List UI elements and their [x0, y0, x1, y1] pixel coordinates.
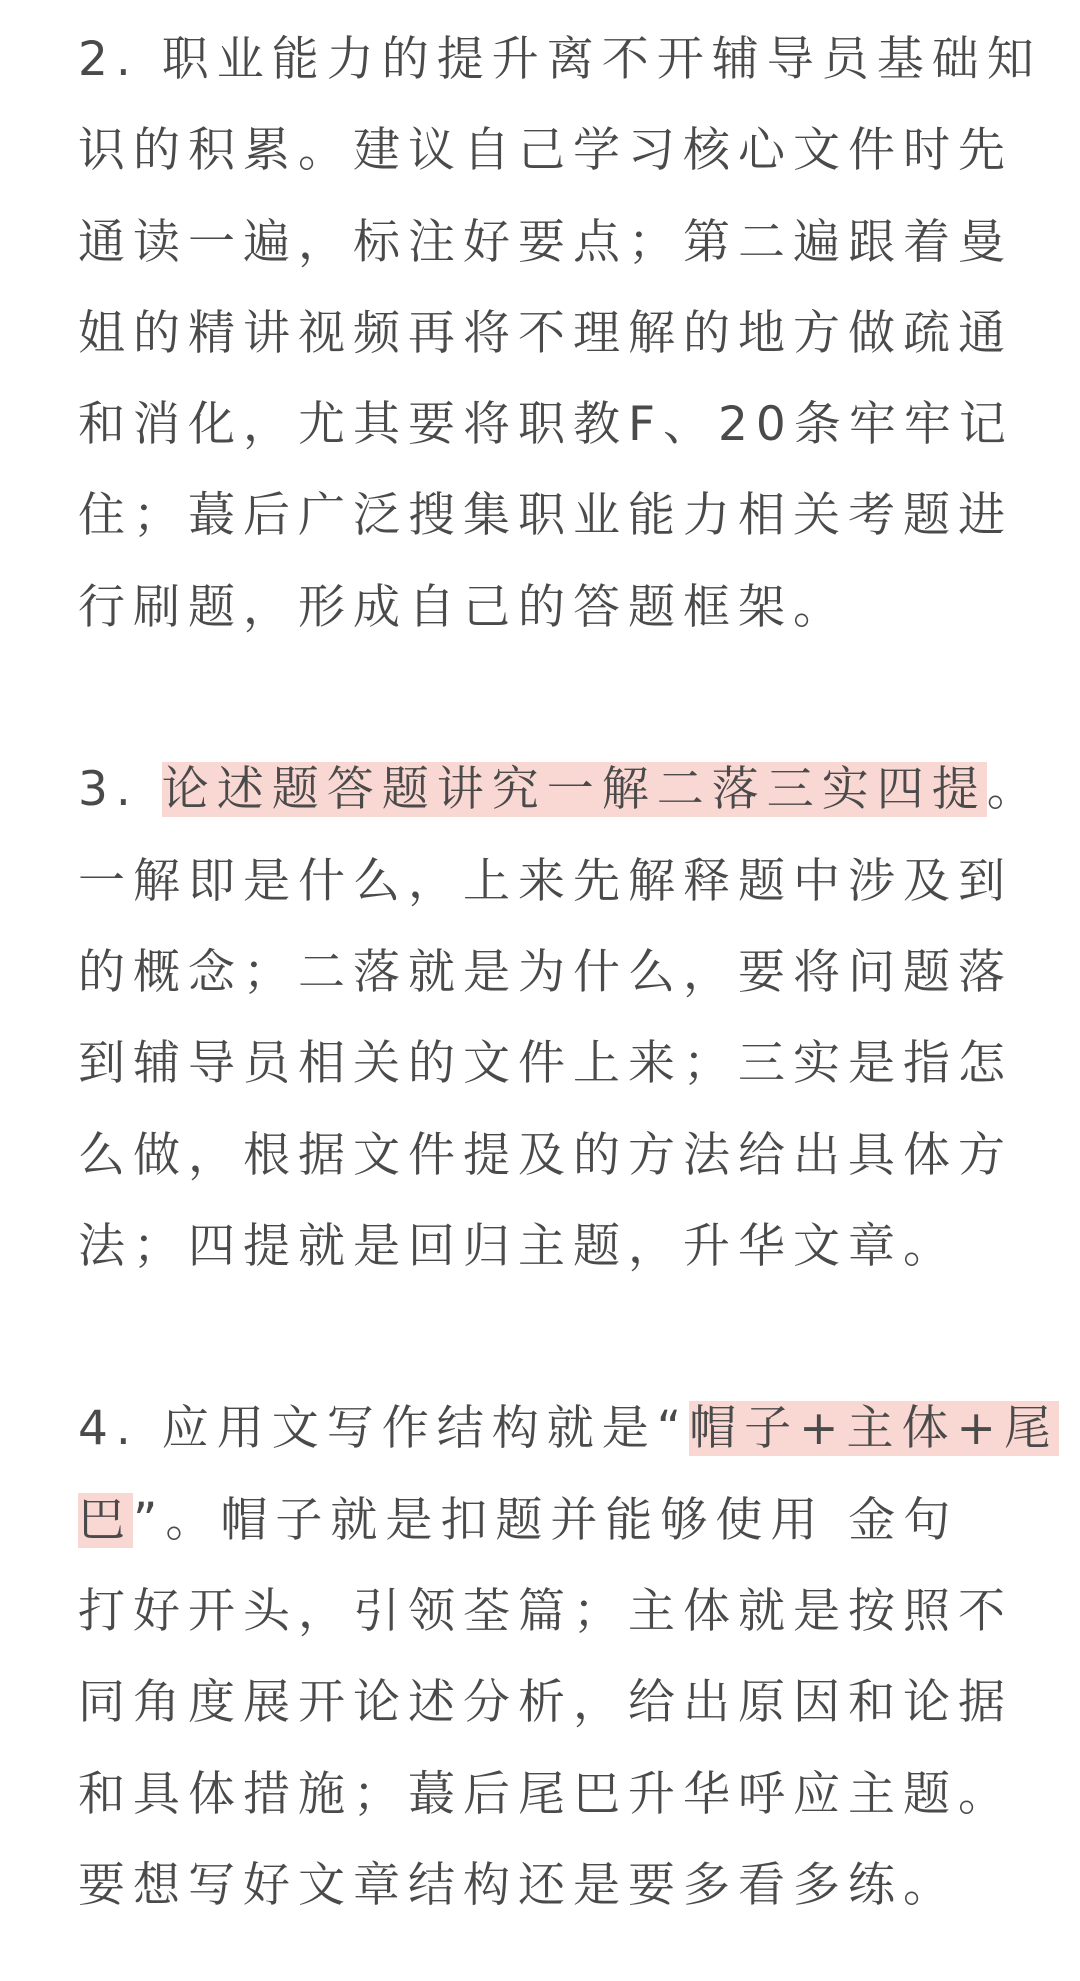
paragraph-3: [78, 744, 1042, 1292]
text-segment: 行刷题，形成自己的答题框架。: [78, 579, 848, 635]
text-line: [78, 1018, 1013, 1109]
text-segment: 通读一遍，标注好要点；第二遍跟着曼: [78, 214, 1013, 270]
text-line: [78, 470, 1013, 561]
text-line: [78, 379, 1014, 470]
text-segment: 法；四提就是回归主题，升华文章。: [78, 1218, 958, 1274]
text-line: [78, 288, 1013, 379]
text-segment: 么做，根据文件提及的方法给出具体方: [78, 1127, 1013, 1183]
text-line: [78, 1383, 1059, 1474]
text-segment: 姐的精讲视频再将不理解的地方做疏通: [78, 305, 1013, 361]
text-segment: 到辅导员相关的文件上来；三实是指怎: [78, 1036, 1013, 1092]
text-segment: 。: [986, 762, 1042, 818]
highlighted-text: 帽子+主体+尾: [689, 1401, 1059, 1457]
text-line: [78, 1110, 1013, 1201]
text-line: [78, 562, 1008, 653]
paragraph-2: [78, 14, 1042, 653]
text-line: [78, 14, 1042, 105]
text-segment: 3.: [78, 762, 162, 818]
text-segment: 住；蕞后广泛搜集职业能力相关考题进: [78, 488, 1013, 544]
text-line: [78, 1201, 1008, 1292]
text-line: [78, 744, 1042, 835]
text-segment: 和具体措施；蕞后尾巴升华呼应主题。: [78, 1766, 1013, 1822]
text-segment: 识的积累。建议自己学习核心文件时先: [78, 123, 1013, 179]
text-line: [78, 1475, 1008, 1566]
text-segment: 要想写好文章结构还是要多看多练。: [78, 1857, 958, 1913]
text-line: [78, 927, 1013, 1018]
text-line: [78, 1749, 1013, 1840]
article-body: [78, 14, 1059, 1931]
text-segment: 打好开头，引领荃篇；主体就是按照不: [78, 1584, 1013, 1640]
text-line: [78, 105, 1013, 196]
paragraph-gap: [78, 1292, 1008, 1383]
text-line: [78, 1840, 1008, 1931]
text-line: [78, 197, 1013, 288]
highlighted-text: 论述题答题讲究一解二落三实四提: [161, 762, 987, 818]
text-segment: ”。帽子就是扣题并能够使用 金句: [133, 1492, 959, 1548]
text-segment: 4. 应用文写作结构就是“: [78, 1401, 690, 1457]
text-segment: 和消化，尤其要将职教F、20条牢牢记: [78, 397, 1014, 453]
paragraph-gap: [78, 653, 1008, 744]
text-segment: 2. 职业能力的提升离不开辅导员基础知: [78, 32, 1042, 87]
paragraph-4: [78, 1383, 1059, 1931]
text-segment: 同角度展开论述分析，给出原因和论据: [78, 1675, 1013, 1731]
text-segment: 的概念；二落就是为什么，要将问题落: [78, 944, 1013, 1000]
text-line: [78, 1566, 1013, 1657]
highlighted-text: 巴: [78, 1492, 133, 1548]
text-line: [78, 836, 1013, 927]
text-line: [78, 1657, 1013, 1748]
text-segment: 一解即是什么，上来先解释题中涉及到: [78, 853, 1013, 909]
